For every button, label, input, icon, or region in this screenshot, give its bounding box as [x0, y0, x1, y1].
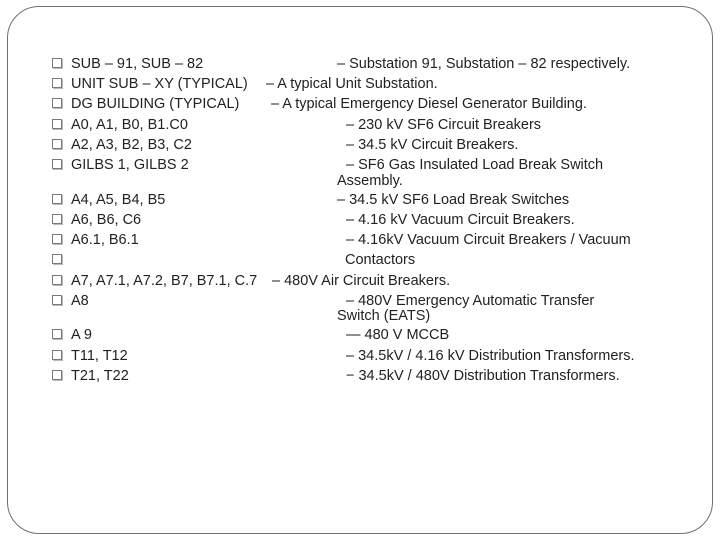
item-term: DG BUILDING (TYPICAL)	[71, 96, 240, 112]
list-item	[0, 250, 720, 270]
item-description: – A typical Unit Substation.	[266, 76, 438, 92]
item-term: A7, A7.1, A7.2, B7, B7.1, C.7	[71, 273, 258, 289]
item-term: T21, T22	[71, 368, 129, 384]
list-item-continuation	[0, 171, 720, 191]
item-description: – 480V Air Circuit Breakers.	[272, 273, 451, 289]
item-term: A8	[71, 293, 89, 309]
bullet-box-icon	[52, 58, 62, 68]
list-item	[0, 74, 720, 94]
bullet-box-icon	[52, 159, 62, 169]
item-term: A6.1, B6.1	[71, 232, 139, 248]
list-item	[0, 190, 720, 210]
item-description: – Substation 91, Substation – 82 respectively.	[337, 56, 631, 72]
item-description: – 34.5kV / 4.16 kV Distribution Transformers.	[346, 348, 635, 364]
item-description: – 4.16 kV Vacuum Circuit Breakers.	[346, 212, 575, 228]
item-term: A6, B6, C6	[71, 212, 142, 228]
bullet-box-icon	[52, 214, 62, 224]
item-term: A2, A3, B2, B3, C2	[71, 137, 192, 153]
item-description-continuation: Assembly.	[337, 173, 403, 189]
list-item	[0, 366, 720, 386]
item-term: A 9	[71, 327, 92, 343]
bullet-box-icon	[52, 139, 62, 149]
list-item	[0, 325, 720, 345]
list-item	[0, 94, 720, 114]
item-term: A4, A5, B4, B5	[71, 192, 166, 208]
item-description: – 34.5 kV Circuit Breakers.	[346, 137, 519, 153]
list-item	[0, 346, 720, 366]
bullet-box-icon	[52, 98, 62, 108]
list-item-continuation	[0, 306, 720, 326]
item-term: GILBS 1, GILBS 2	[71, 157, 189, 173]
item-description: – 4.16kV Vacuum Circuit Breakers / Vacuum	[346, 232, 631, 248]
list-item	[0, 210, 720, 230]
list-item	[0, 135, 720, 155]
bullet-box-icon	[52, 370, 62, 380]
bullet-box-icon	[52, 350, 62, 360]
bullet-box-icon	[52, 119, 62, 129]
item-description: − 34.5kV / 480V Distribution Transformers.	[346, 368, 620, 384]
item-term: A0, A1, B0, B1.C0	[71, 117, 188, 133]
item-description: – 230 kV SF6 Circuit Breakers	[346, 117, 542, 133]
item-description: – 480V Emergency Automatic Transfer	[346, 293, 595, 309]
item-description-continuation: Switch (EATS)	[337, 308, 431, 324]
bullet-box-icon	[52, 194, 62, 204]
bullet-box-icon	[52, 254, 62, 264]
item-term: T11, T12	[71, 348, 128, 364]
item-description: — 480 V MCCB	[346, 327, 450, 343]
item-description: Contactors	[345, 252, 416, 268]
bullet-box-icon	[52, 78, 62, 88]
list-item	[0, 230, 720, 250]
list-item	[0, 115, 720, 135]
bullet-box-icon	[52, 295, 62, 305]
item-description: – SF6 Gas Insulated Load Break Switch	[346, 157, 604, 173]
list-item	[0, 271, 720, 291]
bullet-box-icon	[52, 234, 62, 244]
item-term: UNIT SUB – XY (TYPICAL)	[71, 76, 248, 92]
list-item	[0, 54, 720, 74]
item-term: SUB – 91, SUB – 82	[71, 56, 204, 72]
item-description: – 34.5 kV SF6 Load Break Switches	[337, 192, 570, 208]
item-description: – A typical Emergency Diesel Generator Building.	[271, 96, 587, 112]
bullet-box-icon	[52, 329, 62, 339]
bullet-box-icon	[52, 275, 62, 285]
